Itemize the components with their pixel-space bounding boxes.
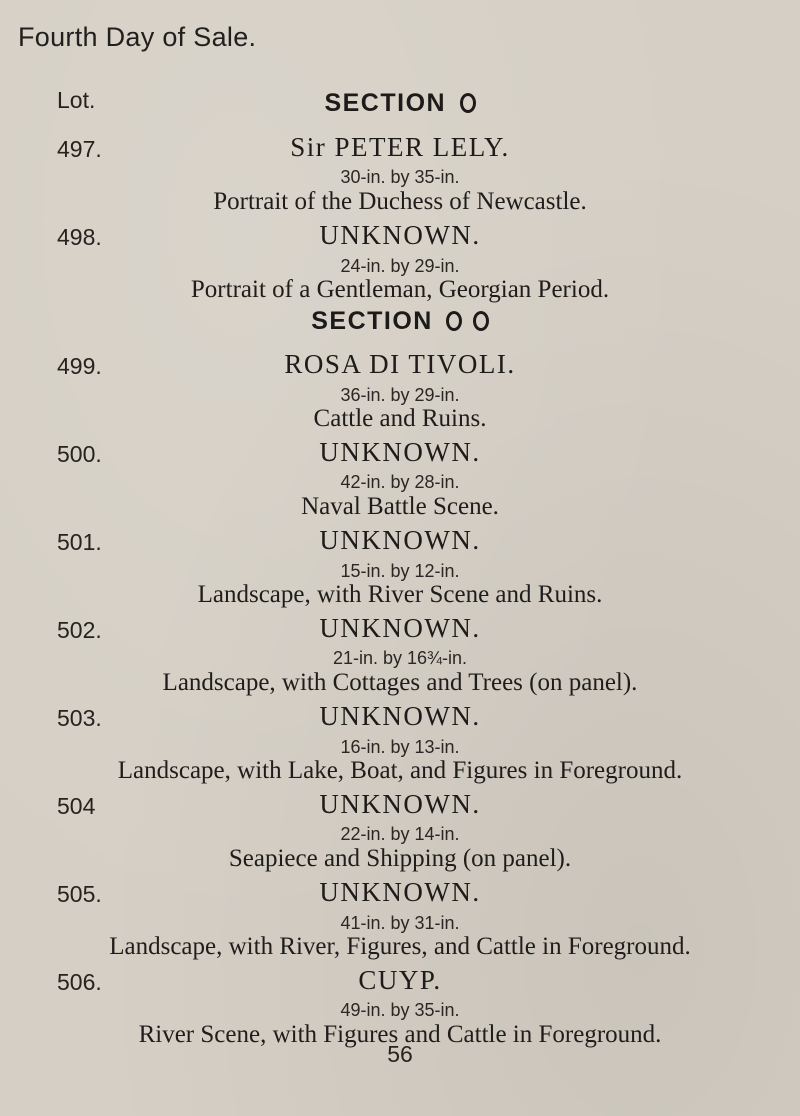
lot-title: Portrait of a Gentleman, Georgian Period. bbox=[190, 276, 610, 303]
lot-title: Cattle and Ruins. bbox=[313, 405, 487, 432]
lot-number: 502. bbox=[57, 617, 102, 643]
section-label: SECTION bbox=[324, 89, 447, 117]
lot-artist: UNKNOWN. bbox=[319, 525, 481, 555]
section-heading-oo bbox=[0, 307, 800, 336]
lot-title: Naval Battle Scene. bbox=[301, 493, 499, 520]
lot-size: 30-in. by 35-in. bbox=[340, 167, 460, 187]
lot-title: Seapiece and Shipping (on panel). bbox=[228, 845, 572, 872]
lot-size: 15-in. by 12-in. bbox=[340, 561, 460, 581]
lot-title: Landscape, with River Scene and Ruins. bbox=[197, 581, 603, 608]
lot-title: Landscape, with River, Figures, and Cattle in Foreground. bbox=[109, 933, 691, 960]
section-circle-icon bbox=[460, 93, 476, 113]
lot-size: 42-in. by 28-in. bbox=[340, 472, 460, 492]
lot-number: 500. bbox=[57, 441, 102, 467]
page-number: 56 bbox=[387, 1041, 413, 1067]
lot-number: 497. bbox=[57, 136, 102, 162]
lot-artist: UNKNOWN. bbox=[319, 789, 481, 819]
lot-title: Landscape, with Lake, Boat, and Figures in Foreground. bbox=[117, 757, 683, 784]
lot-size: 24-in. by 29-in. bbox=[340, 256, 460, 276]
lot-column-label: Lot. bbox=[57, 87, 96, 113]
lot-number: 501. bbox=[57, 529, 102, 555]
lot-size: 41-in. by 31-in. bbox=[340, 913, 460, 933]
lot-number: 498. bbox=[57, 224, 102, 250]
lot-size: 36-in. by 29-in. bbox=[340, 385, 460, 405]
lot-title: Landscape, with Cottages and Trees (on panel). bbox=[162, 669, 638, 696]
lot-number: 505. bbox=[57, 881, 102, 907]
section-heading-o bbox=[0, 89, 800, 118]
section-label: SECTION bbox=[311, 307, 433, 335]
lot-title: River Scene, with Figures and Cattle in Foreground. bbox=[138, 1021, 662, 1048]
lot-artist: UNKNOWN. bbox=[319, 877, 481, 907]
page-heading: Fourth Day of Sale. bbox=[18, 22, 257, 52]
lot-size: 16-in. by 13-in. bbox=[340, 737, 460, 757]
lot-size: 22-in. by 14-in. bbox=[340, 824, 460, 844]
lot-number: 504 bbox=[57, 793, 96, 819]
lot-artist: UNKNOWN. bbox=[319, 437, 481, 467]
lot-number: 503. bbox=[57, 705, 102, 731]
lot-size: 49-in. by 35-in. bbox=[340, 1000, 460, 1020]
section-circle-icon bbox=[473, 311, 489, 331]
lot-title: Portrait of the Duchess of Newcastle. bbox=[213, 188, 587, 215]
lot-artist: CUYP. bbox=[358, 965, 442, 995]
lot-number: 506. bbox=[57, 969, 102, 995]
lot-artist: UNKNOWN. bbox=[319, 613, 481, 643]
lot-artist: UNKNOWN. bbox=[319, 701, 481, 731]
lot-size: 21-in. by 16¾-in. bbox=[332, 648, 468, 668]
section-circle-icon bbox=[446, 311, 462, 331]
lot-number: 499. bbox=[57, 353, 102, 379]
lot-artist: UNKNOWN. bbox=[319, 220, 481, 250]
lot-artist: Sir PETER LELY. bbox=[290, 132, 510, 162]
lot-artist: ROSA DI TIVOLI. bbox=[284, 349, 516, 379]
